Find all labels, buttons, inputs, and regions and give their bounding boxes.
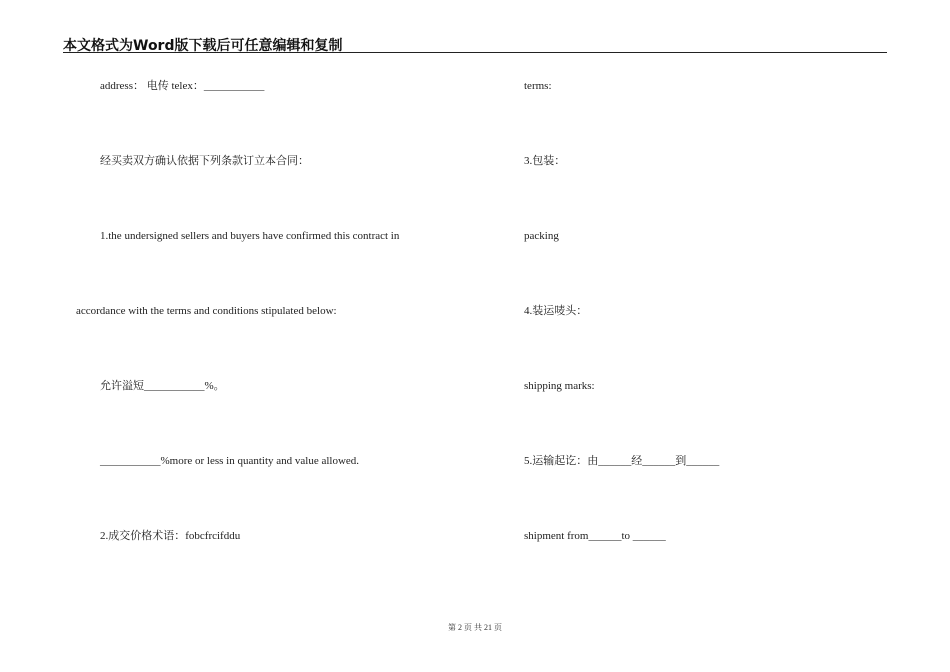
header-title: 本文格式为Word版下载后可任意编辑和复制 <box>63 38 343 54</box>
left-line-tolerance-cn: 允许溢短___________%。 <box>100 380 225 392</box>
right-line-shipment-cn: 5.运输起讫：由______经______到______ <box>524 455 720 467</box>
header-divider <box>63 52 887 53</box>
page-number: 第 2 页 共 21 页 <box>448 623 502 632</box>
right-line-marks-cn: 4.装运唛头： <box>524 305 588 317</box>
left-line-address: address： 电传 telex：___________ <box>100 80 265 92</box>
right-line-packing-cn: 3.包装： <box>524 155 566 167</box>
left-line-tolerance-en: ___________%more or less in quantity and value allowed. <box>100 455 360 467</box>
left-line-clause-1-cont: accordance with the terms and conditions stipulated below: <box>76 305 337 317</box>
right-line-marks-en: shipping marks: <box>524 380 595 392</box>
right-line-packing-en: packing <box>524 230 559 242</box>
left-line-contract-intro: 经买卖双方确认依据下列条款订立本合同： <box>100 155 309 167</box>
right-line-shipment-en: shipment from______to ______ <box>524 530 666 542</box>
right-line-terms: terms: <box>524 80 552 92</box>
left-line-price-terms: 2.成交价格术语：fobcfrcifddu <box>100 530 241 542</box>
left-line-clause-1: 1.the undersigned sellers and buyers have confirmed this contract in <box>100 230 400 242</box>
